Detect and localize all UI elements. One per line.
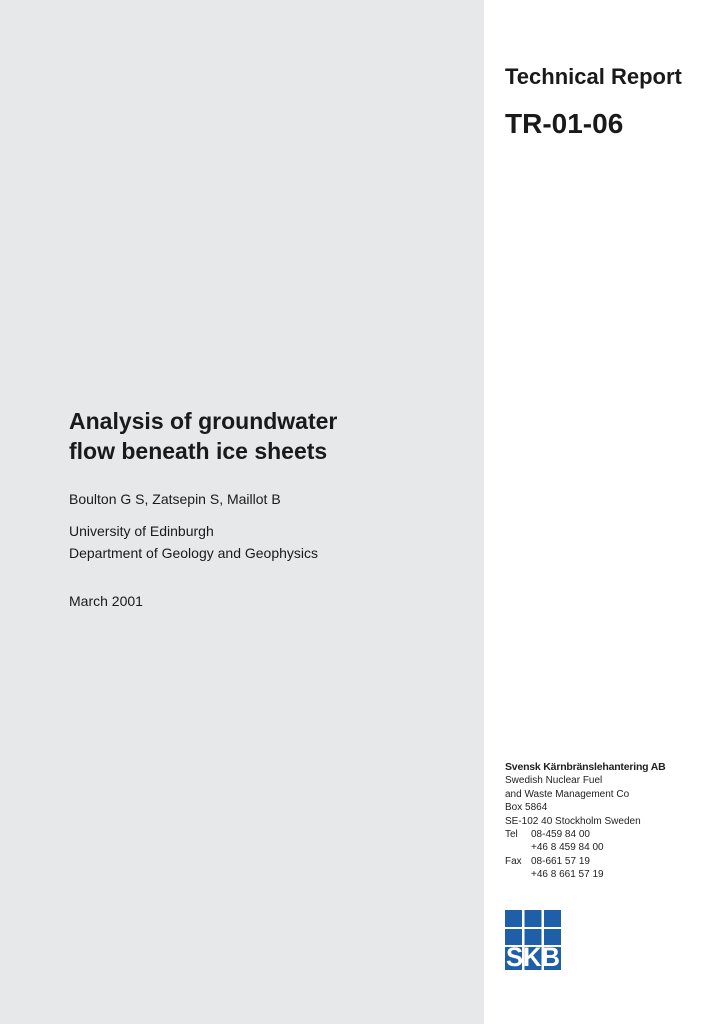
publisher-city: SE-102 40 Stockholm Sweden [505, 815, 641, 827]
tel-number-1: 08-459 84 00 [531, 829, 590, 841]
affiliation-department: Department of Geology and Geophysics [69, 545, 319, 561]
tel-label: Tel [505, 829, 518, 841]
title-line-2: flow beneath ice sheets [69, 438, 328, 464]
publisher-box: Box 5864 [505, 802, 548, 814]
fax-label: Fax [505, 855, 522, 867]
report-number: TR-01-06 [505, 108, 624, 139]
publisher-tel-row [505, 828, 720, 841]
report-series-label: Technical Report [505, 64, 682, 89]
fax-number-1: 08-661 57 19 [531, 855, 590, 867]
skb-logo-text: SKB [506, 942, 560, 970]
publisher-name-line-1: Swedish Nuclear Fuel [505, 775, 603, 787]
publisher-tel-row-2 [505, 841, 720, 854]
publisher-fax-row-2 [505, 868, 720, 881]
publisher-company: Svensk Kärnbränslehantering AB [505, 761, 666, 773]
report-title [69, 406, 469, 466]
authors: Boulton G S, Zatsepin S, Maillot B [69, 491, 281, 507]
fax-number-2: +46 8 661 57 19 [531, 869, 604, 881]
affiliation-university: University of Edinburgh [69, 523, 214, 539]
skb-logo [505, 910, 561, 970]
publisher-address [505, 761, 720, 882]
publication-date: March 2001 [69, 593, 143, 609]
publisher-fax-row [505, 855, 720, 868]
tel-number-2: +46 8 459 84 00 [531, 842, 604, 854]
title-line-1: Analysis of groundwater [69, 408, 338, 434]
affiliation [69, 520, 318, 564]
publisher-name-line-2: and Waste Management Co [505, 788, 630, 800]
